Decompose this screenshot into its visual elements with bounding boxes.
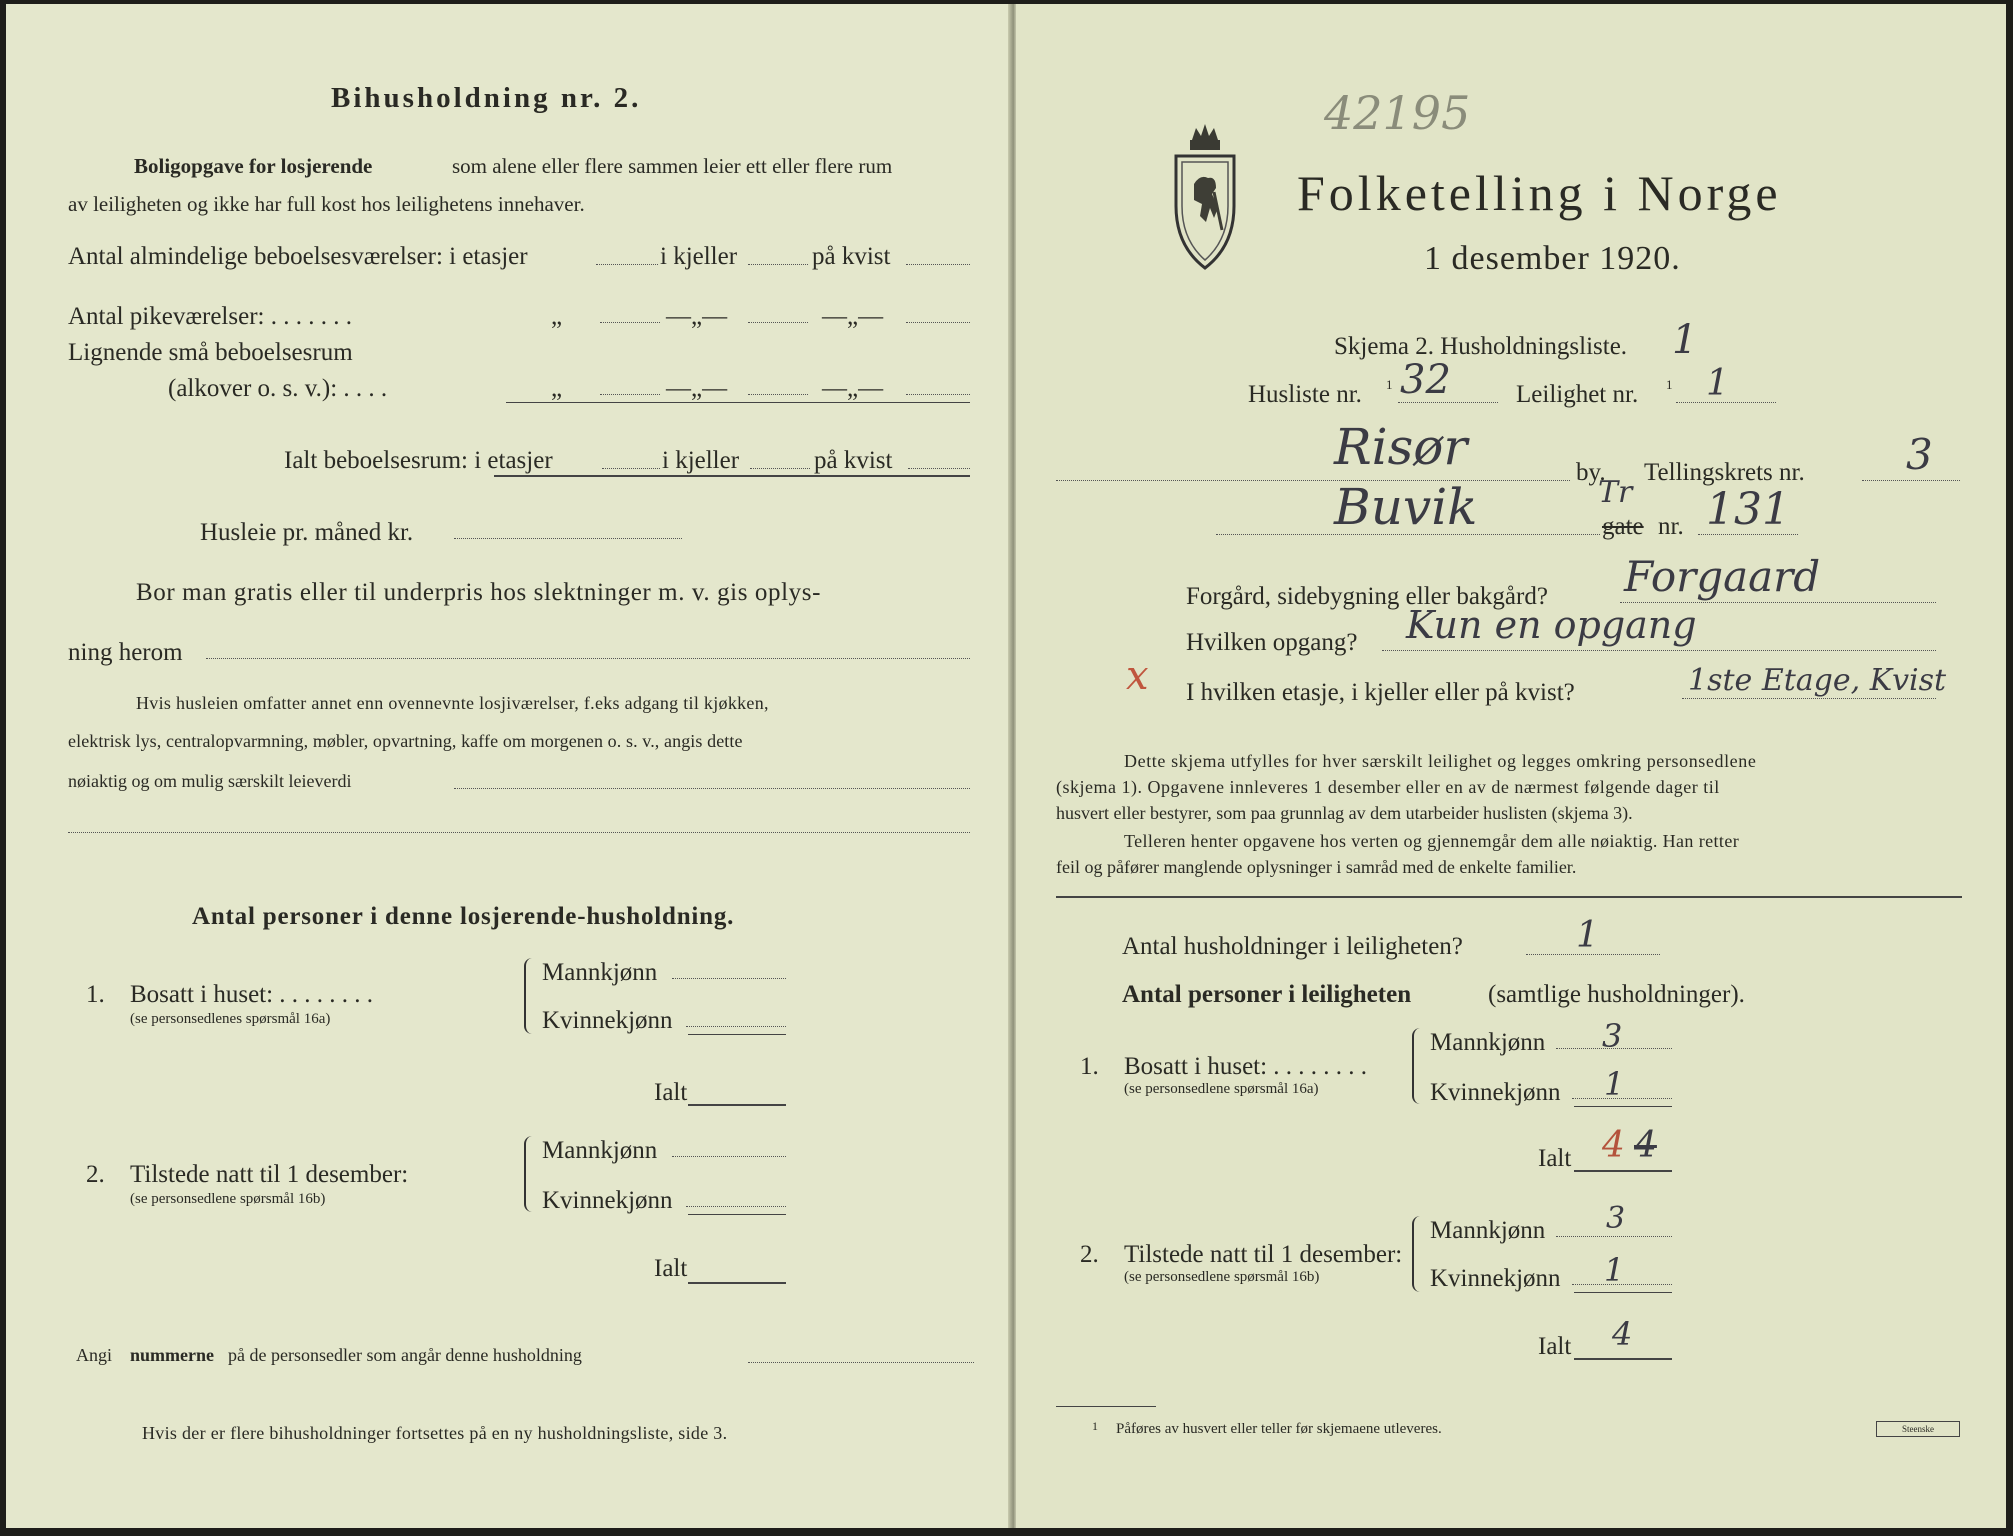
hvis-line2: elektrisk lys, centralopvarmning, møbler, opvartning, kaffe om morgenen o. s. v., angis dette	[68, 731, 743, 751]
skjema-label: Skjema 2. Husholdningsliste.	[1334, 333, 1628, 360]
left-q2-mann-line	[672, 1156, 786, 1157]
lignende-ditto-3: —„—	[822, 375, 884, 402]
right-q1-ialt-value: 4	[1602, 1125, 1625, 1166]
lignende-line-3	[906, 394, 970, 395]
etasje-line	[1682, 698, 1936, 699]
right-q2-number: 2.	[1080, 1241, 1099, 1268]
pike-ditto-2: —„—	[666, 303, 728, 330]
right-q2-ialt-value: 4	[1612, 1315, 1633, 1353]
gratis-line	[206, 658, 970, 659]
lignende-line-2	[748, 394, 808, 395]
left-q1-sum-rule	[688, 1034, 786, 1035]
right-q1-mann-value: 3	[1602, 1017, 1623, 1055]
gratis-line1: Bor man gratis eller til underpris hos slektninger m. v. gis oplys-	[136, 579, 822, 606]
left-q2-mann-label: Mannkjønn	[542, 1137, 658, 1164]
street-extra: Tr	[1598, 475, 1633, 510]
households-line	[1526, 954, 1660, 955]
right-q2-kvinne-label: Kvinnekjønn	[1430, 1265, 1561, 1292]
rooms-kvist-line	[906, 264, 970, 265]
left-q2-kvinne-label: Kvinnekjønn	[542, 1187, 673, 1214]
left-q1-label: Bosatt i huset: . . . . . . . .	[130, 981, 374, 1008]
right-page-title: Folketelling i Norge	[1297, 165, 1782, 221]
right-q2-mann-line	[1556, 1236, 1672, 1237]
etasje-label: I hvilken etasje, i kjeller eller på kvist?	[1186, 679, 1575, 706]
intro-line2: av leiligheten og ikke har full kost hos leilighetens innehaver.	[68, 192, 585, 216]
ialt-kjeller-line	[750, 468, 810, 469]
left-q2-label: Tilstede natt til 1 desember:	[130, 1161, 409, 1188]
right-page	[1016, 4, 2006, 1528]
krets-value: 3	[1906, 430, 1933, 479]
households-label: Antal husholdninger i leiligheten?	[1122, 933, 1463, 960]
angi-line	[748, 1362, 974, 1363]
leieverdi-line	[454, 788, 970, 789]
left-q2-brace	[524, 1136, 538, 1212]
left-q1-note: (se personsedlenes spørsmål 16a)	[130, 1011, 331, 1027]
lignende-underline	[506, 402, 970, 403]
footnote-text: Påføres av husvert eller teller før skjemaene utleveres.	[1116, 1421, 1442, 1437]
town-line	[1056, 480, 1570, 481]
husliste-line	[1398, 402, 1498, 403]
info-line5: feil og påfører manglende oplysninger i samråd med de enkelte familier.	[1056, 857, 1577, 877]
forgard-label: Forgård, sidebygning eller bakgård?	[1186, 583, 1548, 610]
right-q2-kvinne-value: 1	[1604, 1251, 1625, 1289]
left-q2-note: (se personsedlene spørsmål 16b)	[130, 1191, 326, 1207]
info-line1: Dette skjema utfylles for hver særskilt leilighet og legges omkring personsedlene	[1124, 751, 1757, 771]
leilighet-value: 1	[1706, 363, 1729, 404]
left-q1-kvinne-label: Kvinnekjønn	[542, 1007, 673, 1034]
right-q1-kvinne-value: 1	[1604, 1065, 1625, 1103]
rooms-kvist-label: på kvist	[812, 243, 891, 270]
left-q2-ialt-line	[688, 1282, 786, 1284]
by-label: by.	[1576, 459, 1606, 486]
etasje-value: 1ste Etage, Kvist	[1688, 663, 1947, 698]
left-q2-sum-rule	[688, 1214, 786, 1215]
right-q1-mann-line	[1556, 1048, 1672, 1049]
angi-pre: Angi	[76, 1345, 112, 1365]
husliste-label: Husliste nr.	[1248, 381, 1362, 408]
right-q1-mann-label: Mannkjønn	[1430, 1029, 1546, 1056]
pike-ditto: „	[551, 303, 563, 330]
street-value: Buvik	[1334, 478, 1478, 536]
right-q1-ialt-struck: 4	[1634, 1125, 1657, 1166]
info-line3: husvert eller bestyrer, som paa grunnlag av dem utarbeider huslisten (skjema 3).	[1056, 803, 1633, 823]
rooms-etasjer-line	[596, 264, 658, 265]
right-q1-label: Bosatt i huset: . . . . . . . .	[1124, 1053, 1368, 1080]
street-nr-value: 131	[1706, 484, 1790, 535]
right-q2-brace	[1412, 1216, 1426, 1292]
husliste-footnote-mark: 1	[1386, 377, 1393, 392]
info-line2: (skjema 1). Opgavene innleveres 1 desember eller en av de nærmest følgende dager til	[1056, 777, 1720, 797]
lignende-line1: Lignende små beboelsesrum	[68, 339, 353, 366]
street-nr-line	[1698, 534, 1798, 535]
lignende-line-1	[600, 394, 660, 395]
ialt-kvist-line	[908, 468, 970, 469]
left-page-title: Bihusholdning nr. 2.	[331, 82, 642, 114]
left-q2-kvinne-line	[686, 1206, 786, 1207]
info-line4: Telleren henter opgavene hos verten og gjennemgår dem alle nøiaktig. Han retter	[1124, 831, 1740, 851]
husleie-line	[454, 538, 682, 539]
left-q1-mann-label: Mannkjønn	[542, 959, 658, 986]
left-q1-kvinne-line	[686, 1026, 786, 1027]
left-q1-brace	[524, 958, 538, 1034]
pike-line-2	[748, 322, 808, 323]
husliste-value: 32	[1400, 357, 1451, 403]
footnote-rule	[1056, 1406, 1156, 1407]
leilighet-footnote-mark: 1	[1666, 377, 1673, 392]
census-form-sheet	[6, 4, 2006, 1528]
right-persons-heading-rest: (samtlige husholdninger).	[1488, 981, 1745, 1008]
left-q1-ialt-line	[688, 1104, 786, 1106]
right-q1-kvinne-line	[1572, 1098, 1672, 1099]
red-pencil-mark: x	[1126, 653, 1149, 699]
right-persons-heading: Antal personer i leiligheten	[1122, 981, 1412, 1008]
right-q1-number: 1.	[1080, 1053, 1099, 1080]
left-q1-ialt-label: Ialt	[654, 1079, 688, 1106]
intro-line1: som alene eller flere sammen leier ett eller flere rum	[452, 154, 893, 178]
lignende-ditto-2: —„—	[666, 375, 728, 402]
skjema-value: 1	[1672, 317, 1698, 363]
rooms-kjeller-label: i kjeller	[660, 243, 738, 270]
ialt-kvist-label: på kvist	[814, 447, 893, 474]
lignende-line2: (alkover o. s. v.): . . . .	[168, 375, 388, 402]
norway-coat-of-arms	[1170, 122, 1240, 274]
lignende-ditto: „	[551, 375, 563, 402]
hvis-line1: Hvis husleien omfatter annet enn ovennevnte losjiværelser, f.eks adgang til kjøkken,	[136, 693, 769, 713]
opgang-value: Kun en opgang	[1406, 603, 1697, 647]
right-q1-kvinne-label: Kvinnekjønn	[1430, 1079, 1561, 1106]
gate-nr-label: nr.	[1658, 513, 1684, 540]
right-q2-ialt-line	[1574, 1358, 1672, 1360]
right-q2-mann-value: 3	[1606, 1201, 1626, 1236]
opgang-line	[1382, 650, 1936, 651]
leilighet-label: Leilighet nr.	[1516, 381, 1639, 408]
forgard-value: Forgaard	[1624, 552, 1821, 601]
right-q1-note: (se personsedlene spørsmål 16a)	[1124, 1081, 1319, 1097]
left-q2-number: 2.	[86, 1161, 105, 1188]
right-q2-note: (se personsedlene spørsmål 16b)	[1124, 1269, 1320, 1285]
angi-bold: nummerne	[130, 1345, 214, 1365]
pike-label: Antal pikeværelser: . . . . . . .	[68, 303, 352, 330]
husleie-label: Husleie pr. måned kr.	[200, 519, 414, 546]
right-q1-ialt-label: Ialt	[1538, 1145, 1572, 1172]
households-value: 1	[1576, 915, 1599, 956]
census-date: 1 desember 1920.	[1424, 240, 1681, 277]
town-value: Risør	[1334, 418, 1468, 476]
gratis-line2: ning herom	[68, 639, 183, 666]
pike-ditto-3: —„—	[822, 303, 884, 330]
ialt-underline	[494, 475, 970, 477]
right-q2-label: Tilstede natt til 1 desember:	[1124, 1241, 1403, 1268]
street-line	[1216, 534, 1600, 535]
ialt-etasjer-line	[602, 468, 660, 469]
right-q2-kvinne-line	[1572, 1284, 1672, 1285]
right-q2-mann-label: Mannkjønn	[1430, 1217, 1546, 1244]
right-q2-sum-rule	[1574, 1292, 1672, 1293]
ialt-rooms-label: Ialt beboelsesrum: i etasjer	[284, 447, 553, 474]
intro-bold: Boligopgave for losjerende	[134, 154, 373, 178]
opgang-label: Hvilken opgang?	[1186, 629, 1358, 656]
right-q1-brace	[1412, 1028, 1426, 1104]
pike-line-3	[906, 322, 970, 323]
footnote-marker: 1	[1092, 1419, 1098, 1433]
left-page	[6, 4, 1012, 1528]
leieverdi-line-2	[68, 832, 970, 833]
left-q1-number: 1.	[86, 981, 105, 1008]
krets-line	[1862, 480, 1960, 481]
rooms-label: Antal almindelige beboelsesværelser: i etasjer	[68, 243, 528, 270]
leilighet-line	[1676, 402, 1776, 403]
archive-number: 42195	[1324, 86, 1471, 140]
krets-label: Tellingskrets nr.	[1644, 459, 1805, 486]
left-bottom-note: Hvis der er flere bihusholdninger fortsettes på en ny husholdningsliste, side 3.	[142, 1423, 728, 1443]
right-q1-ialt-line	[1574, 1170, 1672, 1172]
rooms-kjeller-line	[748, 264, 808, 265]
left-q2-ialt-label: Ialt	[654, 1255, 688, 1282]
pike-line-1	[600, 322, 660, 323]
left-q1-mann-line	[672, 978, 786, 979]
gate-label: gate	[1602, 513, 1644, 540]
right-q1-sum-rule	[1574, 1106, 1672, 1107]
angi-rest: på de personsedler som angår denne husholdning	[228, 1345, 582, 1365]
info-separator	[1056, 896, 1962, 898]
left-persons-heading: Antal personer i denne losjerende-husholdning.	[192, 903, 735, 930]
right-q2-ialt-label: Ialt	[1538, 1333, 1572, 1360]
ialt-kjeller-label: i kjeller	[662, 447, 740, 474]
printer-stamp: Steenske	[1876, 1421, 1960, 1437]
hvis-line3: nøiaktig og om mulig særskilt leieverdi	[68, 771, 352, 791]
